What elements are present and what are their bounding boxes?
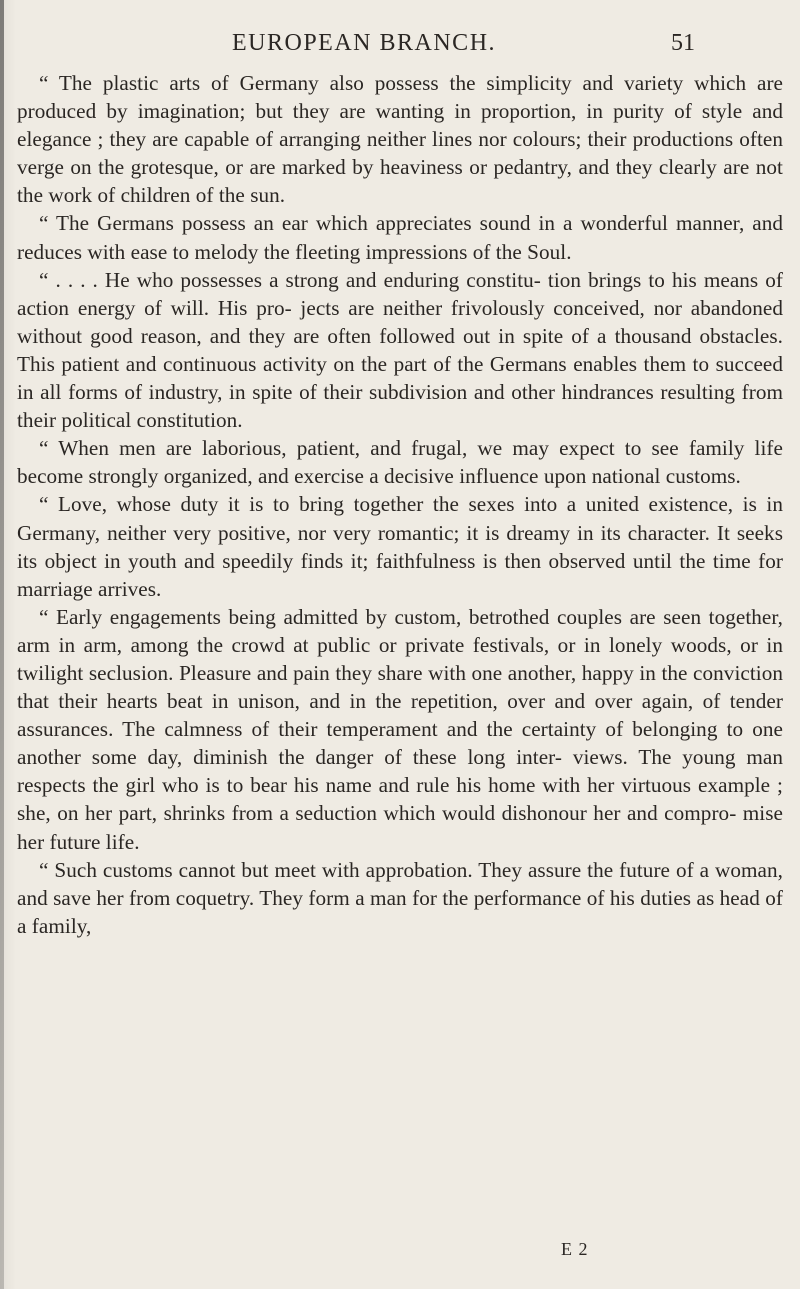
running-head: [0, 22, 800, 62]
binding-shadow: [0, 0, 4, 1289]
paragraph-3: “ . . . . He who possesses a strong and enduring constitu- tion brings to his means of action energy of will. His pro- jects are neither frivolously conceived, nor abandoned without good reason, and they are often followed out in spite of a thousand obstacles. This patient and continuous activity on the part of the Germans enables them to succeed in all forms of industry, in spite of their subdivision and other hindrances resulting from their political constitution.: [17, 267, 783, 433]
paragraph-2: “ The Germans possess an ear which appreciates sound in a wonderful manner, and reduces with ease to melody the fleeting impressions of the Soul.: [17, 211, 783, 264]
paragraph-5: “ Love, whose duty it is to bring together the sexes into a united existence, is in Germany, neither very positive, nor very romantic; it is dreamy in its character. It seeks its object in youth and speedily finds it; faithfulness is then observed until the time for marriage arrives.: [17, 492, 783, 601]
paragraph-6: “ Early engagements being admitted by custom, betrothed couples are seen together, arm in arm, among the crowd at public or private festivals, or in lonely woods, or in twilight seclusion. Pleasure and pain they share with one another, happy in the conviction that their hearts beat in unison, and in the repetition, over and over again, of tender assurances. The calmness of their temperament and the certainty of belonging to one another some day, diminish the danger of these long inter- views. The young man respects the girl who is to bear his name and rule his home with her virtuous example ; she, on her part, shrinks from a seduction which would dishonour her and compro- mise her future life.: [17, 604, 783, 854]
paragraph-7: “ Such customs cannot but meet with approbation. They assure the future of a woman, and save her from coquetry. They form a man for the performance of his duties as head of a family,: [17, 857, 783, 938]
body-text: [17, 69, 783, 940]
page-number: 51: [671, 30, 695, 56]
signature-mark: E 2: [561, 1239, 589, 1259]
paragraph-4: “ When men are laborious, patient, and frugal, we may expect to see family life become strongly organized, and exercise a decisive influence upon national customs.: [17, 436, 783, 489]
running-title: EUROPEAN BRANCH.: [232, 30, 497, 56]
paragraph-1: “ The plastic arts of Germany also possess the simplicity and variety which are produced by imagination; but they are wanting in proportion, in purity of style and elegance ; they are capable of arranging neither lines nor colours; their productions often verge on the grotesque, or are marked by heaviness or pedantry, and they clearly are not the work of children of the sun.: [17, 71, 783, 208]
